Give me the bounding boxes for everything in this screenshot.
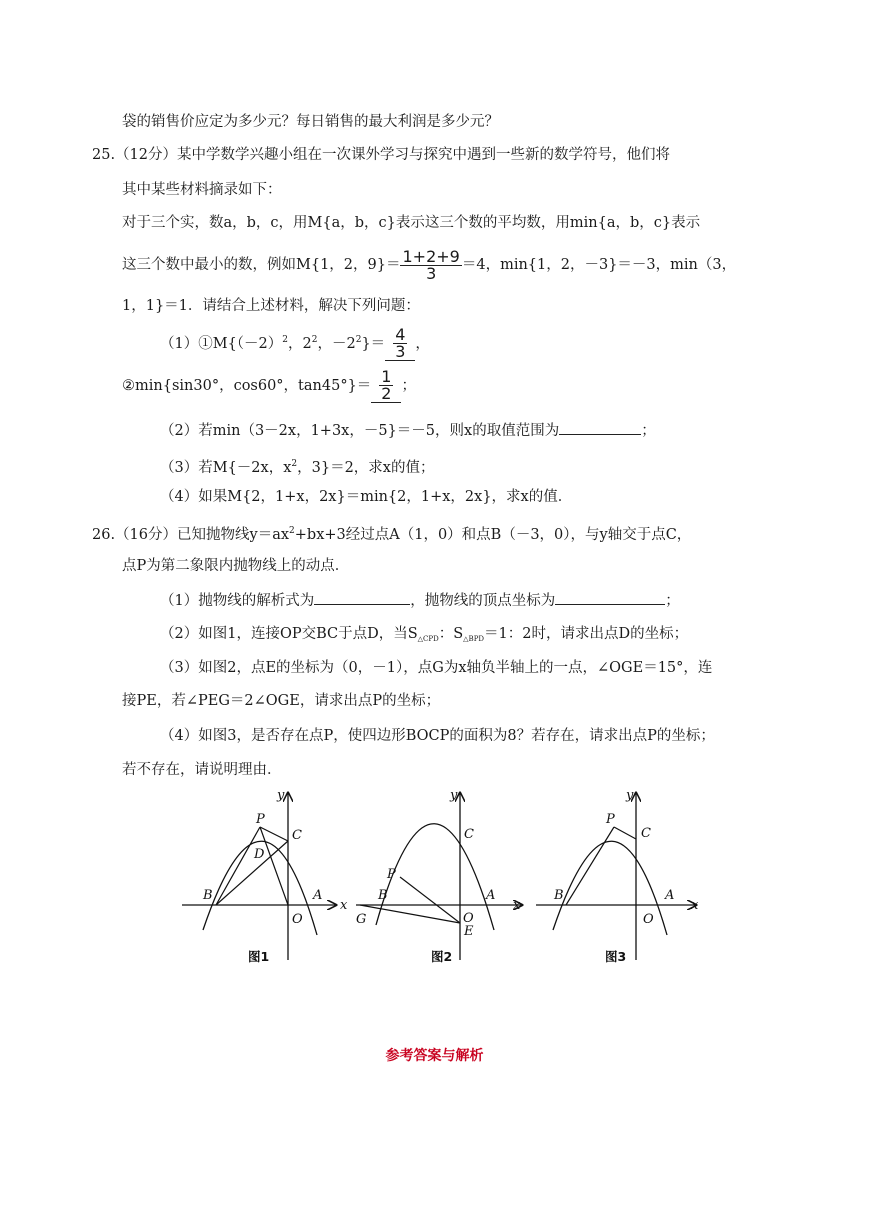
label-x: x (513, 898, 521, 913)
question-26-part2 (160, 624, 688, 649)
label-b: B (378, 888, 388, 903)
answer-blank (314, 590, 410, 605)
text-line: 若不存在，请说明理由． (122, 762, 282, 778)
text-line: 点P为第二象限内抛物线上的动点． (122, 558, 350, 574)
text-segment: ； (641, 423, 656, 439)
figure-2 (356, 788, 522, 964)
label-p: P (256, 812, 265, 827)
label-o: O (292, 912, 303, 927)
question-25-part1 (160, 320, 430, 364)
label-y: y (450, 788, 458, 803)
text-segment: （1）抛物线的解析式为 (160, 593, 315, 609)
text-line: 袋的销售价应定为多少元？每日销售的最大利润是多少元？ (122, 114, 499, 130)
text-segment: +bx+3经过点A（1，0）和点B（－3，0），与y轴交于点C， (294, 527, 692, 543)
answer-fraction (385, 327, 415, 361)
label-c: C (292, 828, 302, 843)
question-26-part4: （4）如图3，是否存在点P，使四边形BOCP的面积为8？若存在，请求出点P的坐标； (160, 728, 715, 744)
text-segment: ，－2 (317, 336, 356, 352)
text-segment: ＝1：2时，请求出点D的坐标； (484, 626, 689, 642)
text-segment: ； (665, 593, 680, 609)
fraction-numerator: 4 (395, 325, 406, 344)
segment-bp (216, 827, 260, 905)
superscript: 2 (311, 335, 318, 345)
answer-blank (555, 590, 665, 605)
fraction-denominator: 3 (395, 342, 406, 361)
label-x: x (340, 898, 348, 913)
text-segment: 这三个数中最小的数，例如M{1，2，9}＝ (122, 257, 401, 273)
subscript: △BPD (463, 635, 485, 643)
label-x: x (691, 898, 699, 913)
segment-bp (566, 827, 614, 905)
question-26-part3: （3）如图2，点E的坐标为（0，－1），点G为x轴负半轴上的一点，∠OGE＝15°，连 (160, 660, 713, 676)
text-segment: ，2 (288, 336, 312, 352)
fraction-numerator: 1+2+9 (402, 246, 460, 266)
superscript: 2 (291, 459, 298, 469)
text-segment: （2）若min（3－2x，1+3x，－5}＝－5，则x的取值范围为 (160, 423, 560, 439)
text-line: 其中某些材料摘录如下： (122, 182, 282, 198)
text-segment: ； (401, 378, 416, 394)
figure-3 (536, 788, 699, 964)
label-e: E (464, 924, 474, 939)
text-line: 对于三个实，数a，b，c，用M{a，b，c}表示这三个数的平均数，用min{a，b，c}表示 (122, 215, 701, 231)
text-segment: （2）如图1，连接OP交BC于点D，当S (160, 626, 418, 642)
question-25-part2 (160, 420, 656, 441)
label-g: G (356, 912, 367, 927)
label-y: y (277, 788, 285, 803)
label-o: O (643, 912, 654, 927)
section-title: 参考答案与解析 (385, 1048, 484, 1064)
text-line: 接PE，若∠PEG＝2∠OGE，请求出点P的坐标； (122, 693, 441, 709)
label-a: A (665, 888, 675, 903)
subscript: △CPD (417, 635, 439, 643)
text-segment: ＝4，min{1，2，－3}＝－3，min（3， (461, 257, 737, 273)
label-y: y (626, 788, 634, 803)
fraction-denominator: 3 (400, 265, 461, 282)
label-b: B (203, 888, 213, 903)
figure-caption: 图1 (248, 949, 270, 964)
answer-fraction (371, 369, 401, 403)
segment-ge (360, 905, 460, 923)
text-segment: （3）若M{－2x，x (160, 460, 292, 476)
text-line-fraction (122, 245, 736, 285)
superscript: 2 (282, 335, 289, 345)
label-p: P (387, 867, 396, 882)
question-26-part1 (160, 590, 680, 611)
label-a: A (313, 888, 323, 903)
text-segment: ，3}＝2，求x的值； (297, 460, 435, 476)
fraction-denominator: 2 (381, 384, 392, 403)
text-segment: ：S (438, 626, 464, 642)
segment-pc (614, 827, 636, 839)
label-b: B (554, 888, 564, 903)
figures-panel (0, 785, 869, 985)
label-d: D (254, 847, 265, 862)
fraction-numerator: 1 (381, 367, 392, 386)
question-26-heading (92, 521, 691, 545)
superscript: 2 (355, 335, 362, 345)
question-25-heading: 25.（12分）某中学数学兴趣小组在一次课外学习与探究中遇到一些新的数学符号，他们将 (92, 147, 671, 163)
question-25-part4: （4）如果M{2，1+x，2x}＝min{2，1+x，2x}，求x的值． (160, 489, 573, 505)
text-segment: ，抛物线的顶点坐标为 (410, 593, 556, 609)
figure-1 (182, 788, 348, 964)
fraction (400, 246, 461, 283)
question-25-part3 (160, 454, 434, 478)
question-25-part1b (122, 366, 416, 406)
answer-blank (559, 420, 641, 435)
text-segment: }＝ (361, 336, 386, 352)
text-segment: （1）①M{（－2） (160, 336, 283, 352)
label-c: C (464, 827, 474, 842)
label-p: P (606, 812, 615, 827)
label-a: A (486, 888, 496, 903)
figure-caption: 图3 (605, 949, 627, 964)
label-c: C (641, 826, 651, 841)
label-o: O (463, 911, 474, 926)
superscript: 2 (289, 526, 295, 536)
text-segment: ②min{sin30°，cos60°，tan45°}＝ (122, 378, 372, 394)
figure-caption: 图2 (431, 949, 453, 964)
text-segment: ， (415, 336, 430, 352)
segment-pe (400, 877, 460, 923)
text-segment: 26.（16分）已知抛物线y＝ax (92, 527, 290, 543)
text-line: 1，1}＝1．请结合上述材料，解决下列问题： (122, 298, 420, 314)
